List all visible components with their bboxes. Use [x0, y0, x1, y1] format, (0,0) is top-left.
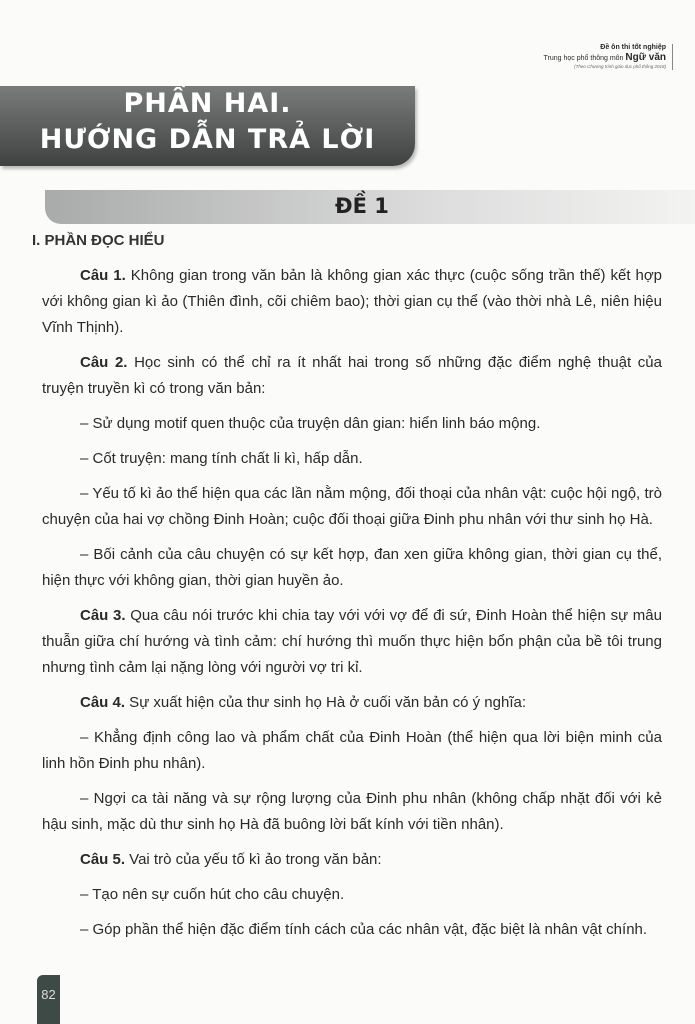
part-title-line1: PHẦN HAI.	[123, 88, 292, 119]
answer-text: Không gian trong văn bản là không gian xác thực (cuộc sống trần thế) kết hợp với không gian kì ảo (Thiên đình, cõi chiêm bao); thời gian cụ thể (vào thời nhà Lê, niên hiệu Vĩnh Thịnh).	[42, 267, 663, 336]
book-title	[544, 52, 666, 64]
answer-text: Vai trò của yếu tố kì ảo trong văn bản:	[125, 851, 382, 868]
exam-title-bar	[45, 190, 695, 224]
answer-paragraph	[42, 847, 662, 873]
answer-text: – Yếu tố kì ảo thể hiện qua các lần nằm mộng, đối thoại của nhân vật: cuộc hội ngộ, trò chuyện của hai vợ chồng Đinh Hoàn; cuộc đối thoại giữa Đinh phu nhân với thư sinh họ Hà.	[42, 485, 662, 528]
answer-text: Học sinh có thể chỉ ra ít nhất hai trong số những đặc điểm nghệ thuật của truyện truyền kì có trong văn bản:	[42, 354, 662, 397]
book-curriculum: (Theo Chương trình giáo dục phổ thông 2018)	[574, 64, 666, 70]
answer-paragraph	[42, 542, 662, 594]
answer-text: – Tạo nên sự cuốn hút cho câu chuyện.	[80, 886, 345, 903]
answer-paragraph	[42, 481, 662, 533]
answer-text: Sự xuất hiện của thư sinh họ Hà ở cuối văn bản có ý nghĩa:	[125, 694, 527, 711]
book-series: Đề ôn thi tốt nghiệp	[600, 44, 666, 51]
answer-paragraph	[42, 350, 662, 402]
answer-paragraph	[42, 917, 662, 943]
answer-text: – Ngợi ca tài năng và sự rộng lượng của Đinh phu nhân (không chấp nhặt đối với kẻ hậu sinh, mặc dù thư sinh họ Hà đã buông lời bất kính với tiền nhân).	[42, 790, 662, 833]
answer-text: – Góp phần thể hiện đặc điểm tính cách của các nhân vật, đặc biệt là nhân vật chính.	[80, 921, 648, 938]
question-label: Câu 4.	[80, 694, 126, 711]
answer-paragraph	[42, 603, 662, 681]
answer-paragraph	[42, 690, 662, 716]
answer-text: Qua câu nói trước khi chia tay với với vợ để đi sứ, Đinh Hoàn thể hiện sự mâu thuẫn giữa chí hướng và tình cảm: chí hướng thì muốn thực hiện bổn phận của bề tôi trung nhưng tình cảm lại nặng lòng với người vợ tri kỉ.	[42, 607, 662, 676]
answer-paragraph	[42, 446, 662, 472]
section-heading: I. PHẦN ĐỌC HIỂU	[32, 232, 165, 249]
answer-paragraph	[42, 263, 662, 341]
answer-paragraph	[42, 725, 662, 777]
answer-paragraph	[42, 882, 662, 908]
part-banner	[0, 86, 415, 166]
exam-title: ĐỀ 1	[335, 194, 389, 218]
part-title-line2: HƯỚNG DẪN TRẢ LỜI	[39, 124, 376, 155]
question-label: Câu 2.	[80, 354, 128, 371]
answer-text: – Bối cảnh của câu chuyện có sự kết hợp, đan xen giữa không gian, thời gian cụ thể, hiện thực với không gian, thời gian huyền ảo.	[42, 546, 662, 589]
answer-body	[42, 263, 662, 952]
question-label: Câu 3.	[80, 607, 126, 624]
answer-text: – Khẳng định công lao và phẩm chất của Đinh Hoàn (thể hiện qua lời biện minh của linh hồn Đinh phu nhân).	[42, 729, 662, 772]
answer-paragraph	[42, 411, 662, 437]
question-label: Câu 1.	[80, 267, 126, 284]
page-number: 82	[37, 975, 60, 1024]
running-header	[544, 44, 673, 70]
answer-text: – Sử dụng motif quen thuộc của truyện dân gian: hiển linh báo mộng.	[80, 415, 541, 432]
book-title-prefix: Trung học phổ thông môn	[543, 55, 626, 63]
book-subject: Ngữ văn	[625, 52, 666, 64]
answer-text: – Cốt truyện: mang tính chất li kì, hấp dẫn.	[80, 450, 363, 467]
question-label: Câu 5.	[80, 851, 126, 868]
answer-paragraph	[42, 786, 662, 838]
